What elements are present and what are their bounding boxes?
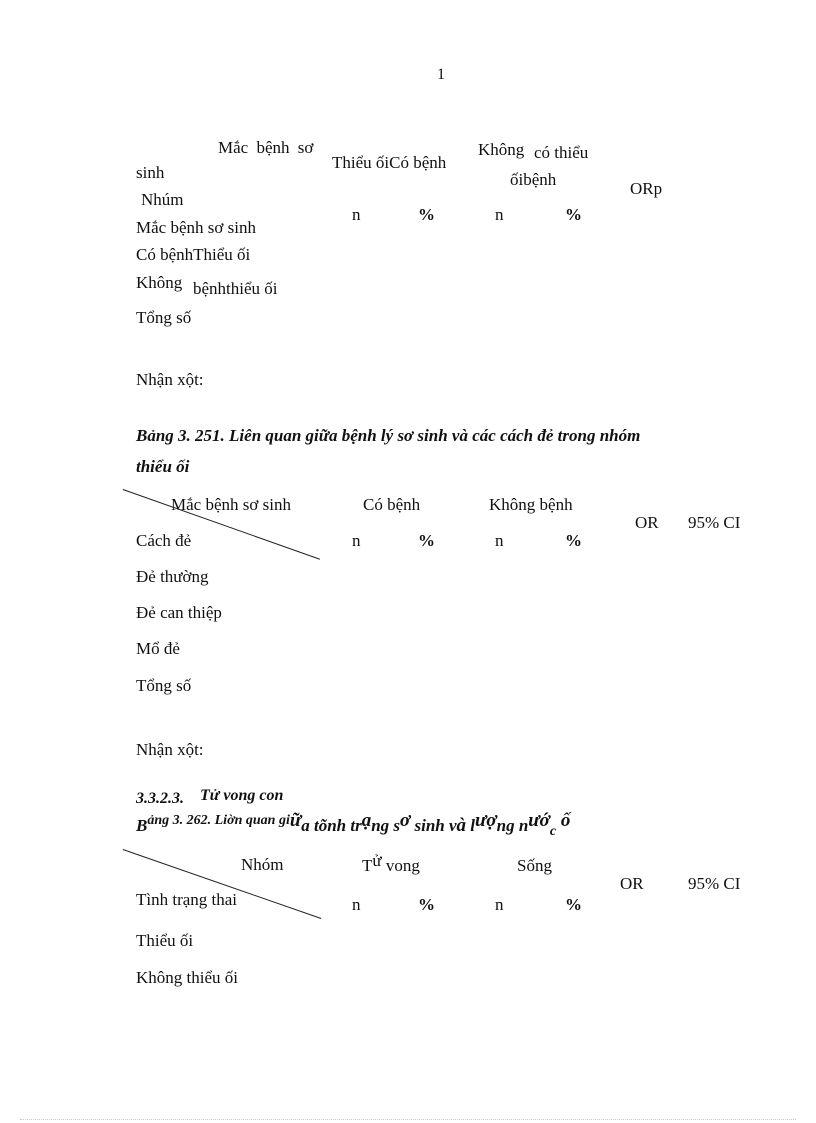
table2-row-label: Đẻ can thiệp — [136, 603, 222, 622]
table1-header-khong: Không — [478, 140, 525, 159]
table2-remark: Nhận xột: — [136, 740, 204, 759]
table1-header-pct1: % — [418, 205, 435, 224]
table3-corner-top: Nhóm — [241, 855, 284, 874]
table1-remark: Nhận xột: — [136, 370, 204, 389]
table3-header-n1: n — [352, 895, 361, 914]
table3-row-label: Thiểu ối — [136, 931, 194, 950]
table2-row-label: Tổng số — [136, 676, 192, 695]
table1-header-pct2: % — [565, 205, 582, 224]
table1-row-label: Không — [136, 273, 183, 292]
table1-row-label: bệnhthiểu ối — [193, 279, 278, 298]
page-number: 1 — [437, 66, 445, 83]
table3-row-label: Không thiểu ối — [136, 968, 238, 987]
section-number: 3.3.2.3. — [136, 790, 184, 807]
table1-header-mac-benh: Mắc bệnh sơ — [218, 138, 314, 157]
table3-caption: $B^{ảng 3. 262. Liờn quan gi}ữa$ tõnh trạng sơ sinh và lượng nướ$_c$ ố — [136, 810, 571, 839]
table3-header-tu-vong: Tử vong — [362, 851, 420, 875]
table1-header-n2: n — [495, 205, 504, 224]
table3-header-song: Sống — [517, 856, 552, 875]
table1-header-sinh: sinh — [136, 163, 165, 182]
table2-header-khong-benh: Không bệnh — [489, 495, 573, 514]
table1-header-co-thieu: có thiểu — [534, 143, 589, 162]
table1-header-nhum: Nhúm — [141, 190, 184, 209]
table1-row-label: Có bệnhThiểu ối — [136, 245, 251, 264]
table3-header-ci: 95% CI — [688, 874, 741, 893]
table2-row-label: Mổ đẻ — [136, 639, 180, 658]
table3-header-pct2: % — [565, 895, 582, 914]
table3-header-n2: n — [495, 895, 504, 914]
table1-header-orp: ORp — [630, 179, 663, 198]
table2-row-label: Đẻ thường — [136, 567, 209, 586]
table1-header-n1: n — [352, 205, 361, 224]
table2-header-ci: 95% CI — [688, 513, 741, 532]
table2-caption-cont: thiểu ối — [136, 457, 190, 476]
table2-caption: Bảng 3. 251. Liên quan giữa bệnh lý sơ sinh và các cách đẻ trong nhóm — [136, 426, 641, 445]
table3-corner-bottom: Tình trạng thai — [136, 890, 238, 909]
table1-row-label: Tổng số — [136, 308, 192, 327]
table2-header-pct2: % — [565, 531, 582, 550]
table1-row-label: Mắc bệnh sơ sinh — [136, 218, 256, 237]
table1-header-thieu-oi-co-benh: Thiểu ốiCó bệnh — [332, 153, 447, 172]
section-title: Tử vong con — [200, 787, 284, 804]
table2-corner-bottom: Cách đẻ — [136, 531, 192, 550]
table3-header-or: OR — [620, 874, 644, 893]
table2-header-pct1: % — [418, 531, 435, 550]
table1-header-oi-benh: ốibệnh — [510, 170, 557, 189]
table2-header-n1: n — [352, 531, 361, 550]
table2-header-or: OR — [635, 513, 659, 532]
page-bottom-rule — [20, 1119, 796, 1120]
table3-header-pct1: % — [418, 895, 435, 914]
table2-header-n2: n — [495, 531, 504, 550]
table2-corner-top: Mắc bệnh sơ sinh — [171, 495, 291, 514]
table2-header-co-benh: Có bệnh — [363, 495, 421, 514]
